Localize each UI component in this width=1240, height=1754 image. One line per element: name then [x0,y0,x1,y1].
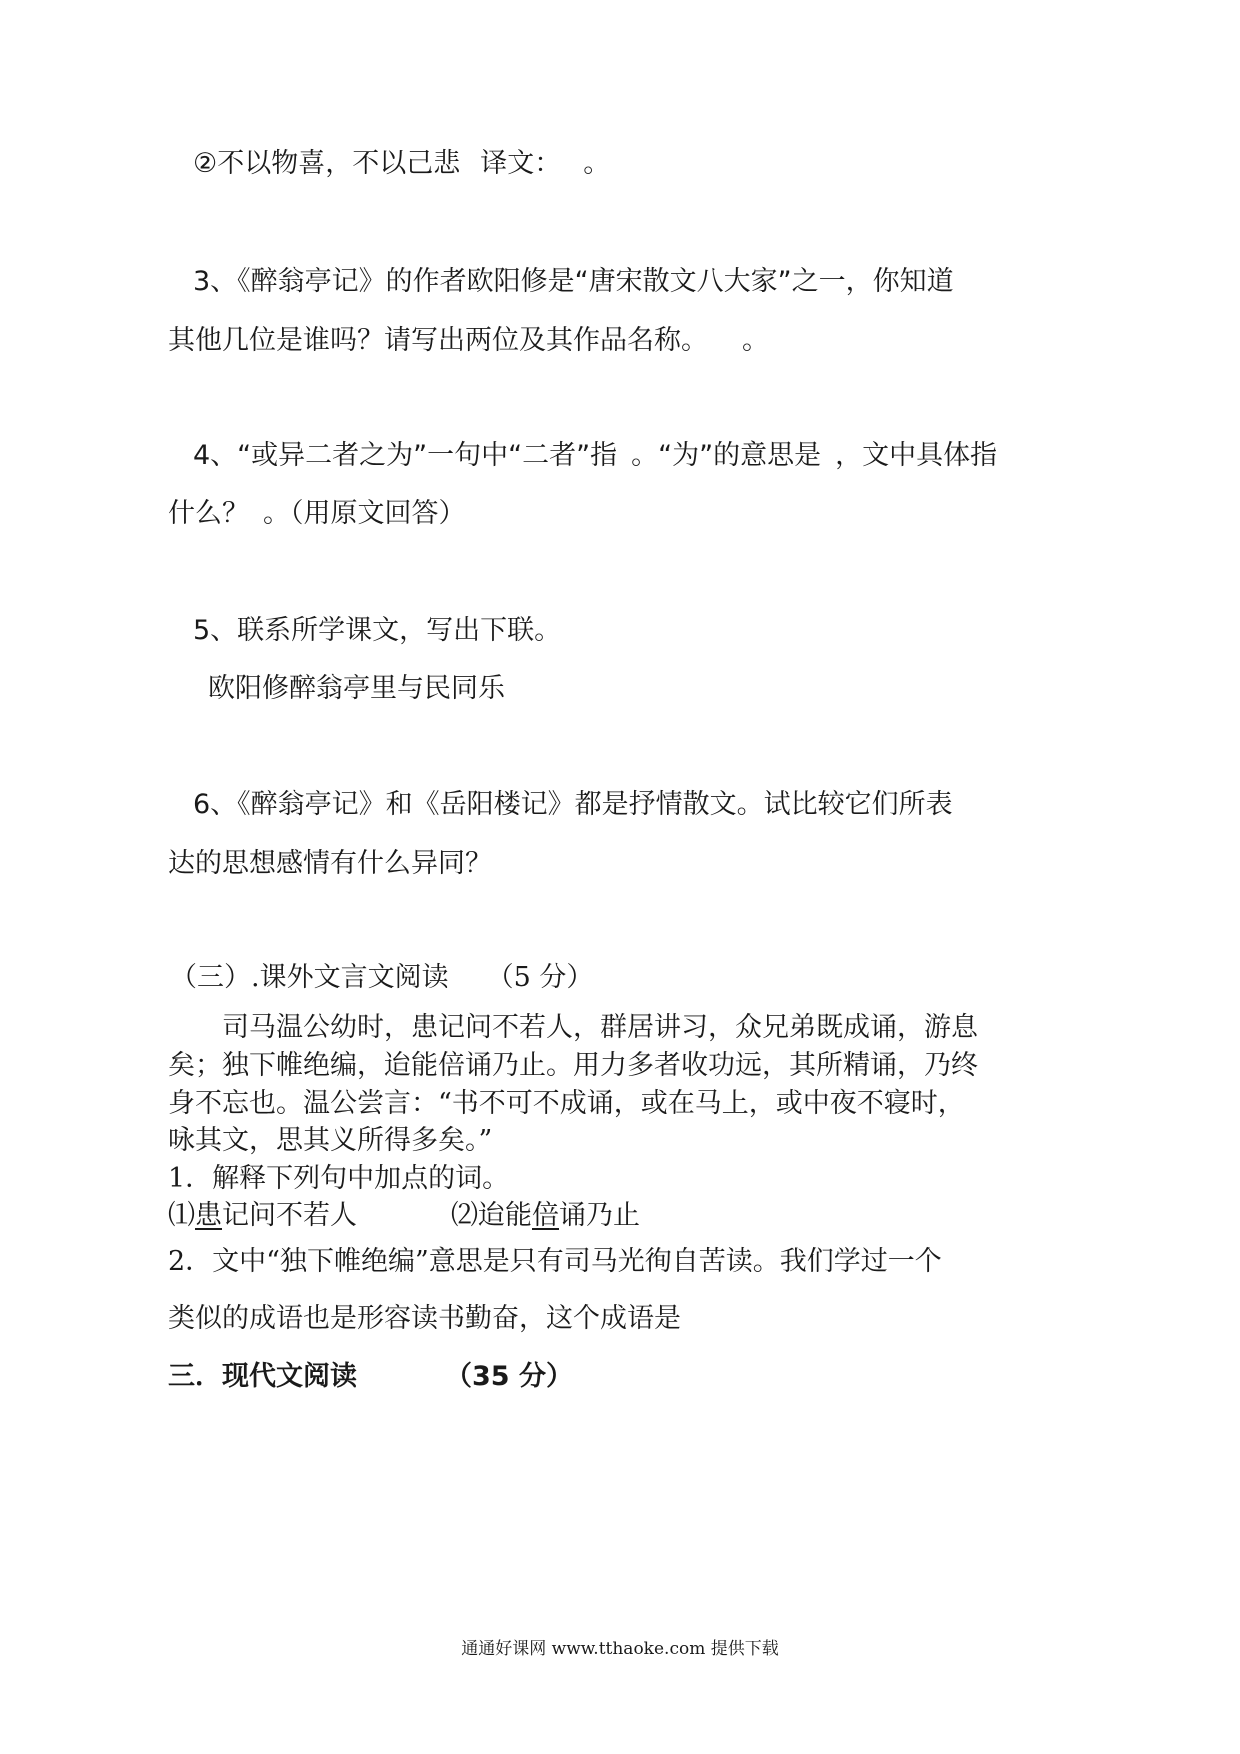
q5-line1: 5、联系所学课文，写出下联。 [193,615,562,646]
sq1-items [168,1202,640,1229]
section3-title: （三）.课外文言文阅读 [170,962,449,993]
part3-score: （35 分） [445,1361,573,1392]
q2-item2-line [193,150,610,177]
q4-line1-a: 4、“或异二者之为”一句中“二者”指 [193,440,618,471]
q6-line2: 达的思想感情有什么异同？ [168,848,492,879]
q3-line2-end: 。 [742,325,769,356]
section3-score: （5 分） [486,962,594,993]
q2-item2-label: 译文： [480,148,562,179]
sq1-item1-num: ⑴ [168,1200,195,1231]
sq1-item2-num: ⑵ [451,1200,478,1231]
sq1-item2-pre: 迨能 [478,1200,532,1231]
passage-line2: 矣；独下帷绝编，迨能倍诵乃止。用力多者收功远，其所精诵，乃终 [168,1050,978,1081]
sq1-item2-word: 倍 [532,1200,559,1231]
sq1-title: 1．解释下列句中加点的词。 [168,1163,510,1194]
q4-line1-c: ，文中具体指 [835,440,998,471]
q3-line2-text: 其他几位是谁吗？请写出两位及其作品名称。 [168,325,708,356]
sq2-line1: 2．文中“独下帷绝编”意思是只有司马光徇自苦读。我们学过一个 [168,1246,942,1277]
q4-line2-a: 什么？ [168,498,249,529]
sq1-item1-rest: 记问不若人 [222,1200,357,1231]
q3-line1: 3、《醉翁亭记》的作者欧阳修是“唐宋散文八大家”之一，你知道 [193,266,954,297]
sq1-item2-rest: 诵乃止 [559,1200,640,1231]
q4-line2-b: 。（用原文回答） [263,498,466,529]
q4-line1 [193,442,997,469]
sq1-item1-word: 患 [195,1200,222,1231]
footer-credit: 通通好课网 www.tthaoke.com 提供下载 [461,1639,779,1659]
q2-item2-text: ②不以物喜，不以己悲 [193,148,461,179]
q4-line2 [168,500,466,527]
section3-heading [170,964,593,991]
q2-item2-end: 。 [583,148,611,179]
q4-line1-b: 。“为”的意思是 [631,440,822,471]
q6-line1: 6、《醉翁亭记》和《岳阳楼记》都是抒情散文。试比较它们所表 [193,789,953,820]
passage-line3: 身不忘也。温公尝言：“书不可不成诵，或在马上，或中夜不寝时， [168,1088,965,1119]
part3-heading [168,1363,573,1390]
passage-line4: 咏其文，思其义所得多矣。” [168,1125,493,1156]
passage-line1: 司马温公幼时，患记问不若人，群居讲习，众兄弟既成诵，游息 [222,1012,978,1043]
q3-line2 [168,327,769,354]
part3-title: 三．现代文阅读 [168,1361,357,1392]
q5-line2: 欧阳修醉翁亭里与民同乐 [208,673,505,704]
sq2-line2: 类似的成语也是形容读书勤奋，这个成语是 [168,1303,681,1334]
